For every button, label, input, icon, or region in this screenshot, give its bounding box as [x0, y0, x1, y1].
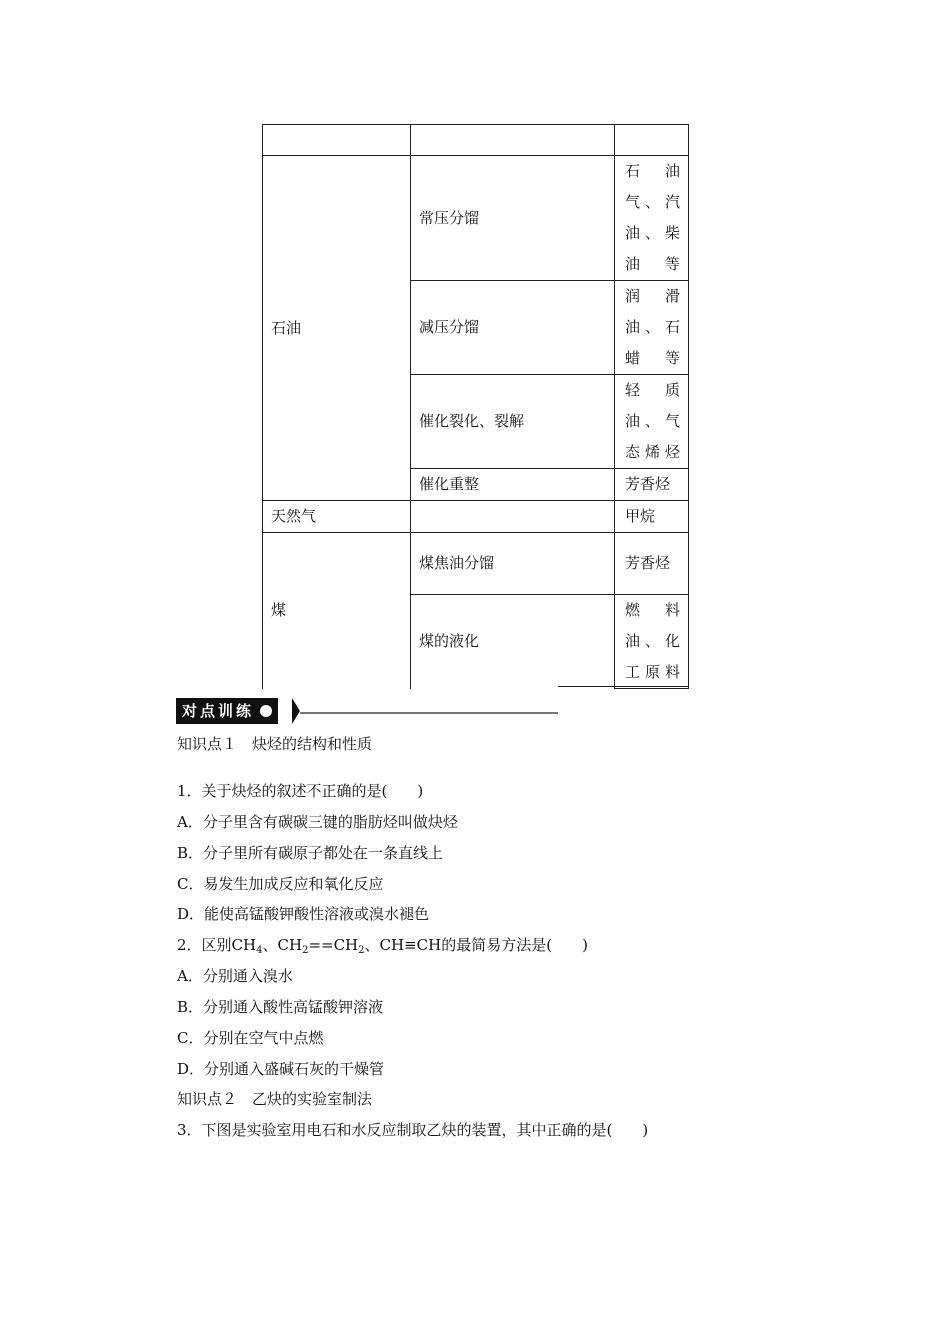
question-3-stem: 3．下图是实验室用电石和水反应制取乙炔的装置，其中正确的是( ) — [177, 1121, 649, 1139]
banner-label — [176, 698, 278, 724]
method-cell: 煤焦油分馏 — [411, 533, 615, 595]
banner-arrow-shape — [292, 698, 300, 724]
question-1-option-c: C．易发生加成反应和氧化反应 — [177, 875, 384, 893]
question-1-stem: 1．关于炔烃的叙述不正确的是( ) — [177, 782, 424, 800]
product-cell: 轻质油、气态烯烃 — [615, 375, 689, 469]
question-2-option-c: C．分别在空气中点燃 — [177, 1029, 324, 1047]
method-cell: 催化裂化、裂解 — [411, 375, 615, 469]
bullet-icon — [260, 705, 272, 717]
banner-title: 对点训练 — [182, 702, 255, 720]
question-1-option-d: D．能使高锰酸钾酸性溶液或溴水褪色 — [177, 905, 430, 923]
product-cell: 石油气、汽油、柴油等 — [615, 156, 689, 281]
formula-acetylene: CH≡CH — [379, 936, 442, 954]
table-row — [263, 533, 689, 595]
source-cell-petroleum: 石油 — [263, 156, 411, 501]
question-1-option-b: B．分子里所有碳原子都处在一条直线上 — [177, 844, 444, 862]
product-cell: 芳香烃 — [615, 533, 689, 595]
product-cell: 润滑油、石蜡等 — [615, 281, 689, 375]
product-cell: 芳香烃 — [615, 469, 689, 501]
table-header-cell — [263, 125, 411, 156]
product-cell: 燃料油、化工原料 — [615, 595, 689, 689]
q2-num: 2．区别 — [177, 936, 232, 954]
table-row — [263, 156, 689, 281]
question-2-option-d: D．分别通入盛碱石灰的干燥管 — [177, 1060, 385, 1078]
method-cell: 常压分馏 — [411, 156, 615, 281]
method-cell: 减压分馏 — [411, 281, 615, 375]
method-cell — [411, 501, 615, 533]
formula-methane: $CH_4$ — [231, 936, 263, 956]
banner-rule — [300, 712, 558, 714]
q2-rest: 的最简易方法是( ) — [441, 936, 588, 954]
table-header-cell — [411, 125, 615, 156]
knowledge-point-1: 知识点１ 炔烃的结构和性质 — [177, 735, 373, 753]
product-cell: 甲烷 — [615, 501, 689, 533]
formula-ethylene: $CH_2==CH_2$ — [277, 936, 365, 956]
table-row — [263, 501, 689, 533]
knowledge-point-2: 知识点２ 乙炔的实验室制法 — [177, 1090, 373, 1108]
q2-separator: 、 — [364, 936, 380, 954]
hydrocarbon-source-table — [262, 124, 689, 689]
table-header-cell — [615, 125, 689, 156]
question-2-option-b: B．分别通入酸性高锰酸钾溶液 — [177, 998, 384, 1016]
method-cell: 催化重整 — [411, 469, 615, 501]
table-header-row — [263, 125, 689, 156]
source-cell-coal: 煤 — [263, 533, 411, 689]
q2-separator: 、 — [262, 936, 278, 954]
question-1-option-a: A．分子里含有碳碳三键的脂肪烃叫做炔烃 — [177, 813, 458, 831]
question-2-option-a: A．分别通入溴水 — [177, 967, 293, 985]
method-cell: 煤的液化 — [411, 595, 615, 689]
source-cell-natural-gas: 天然气 — [263, 501, 411, 533]
question-2-stem — [177, 935, 588, 955]
table-bottom-rule — [558, 686, 689, 687]
